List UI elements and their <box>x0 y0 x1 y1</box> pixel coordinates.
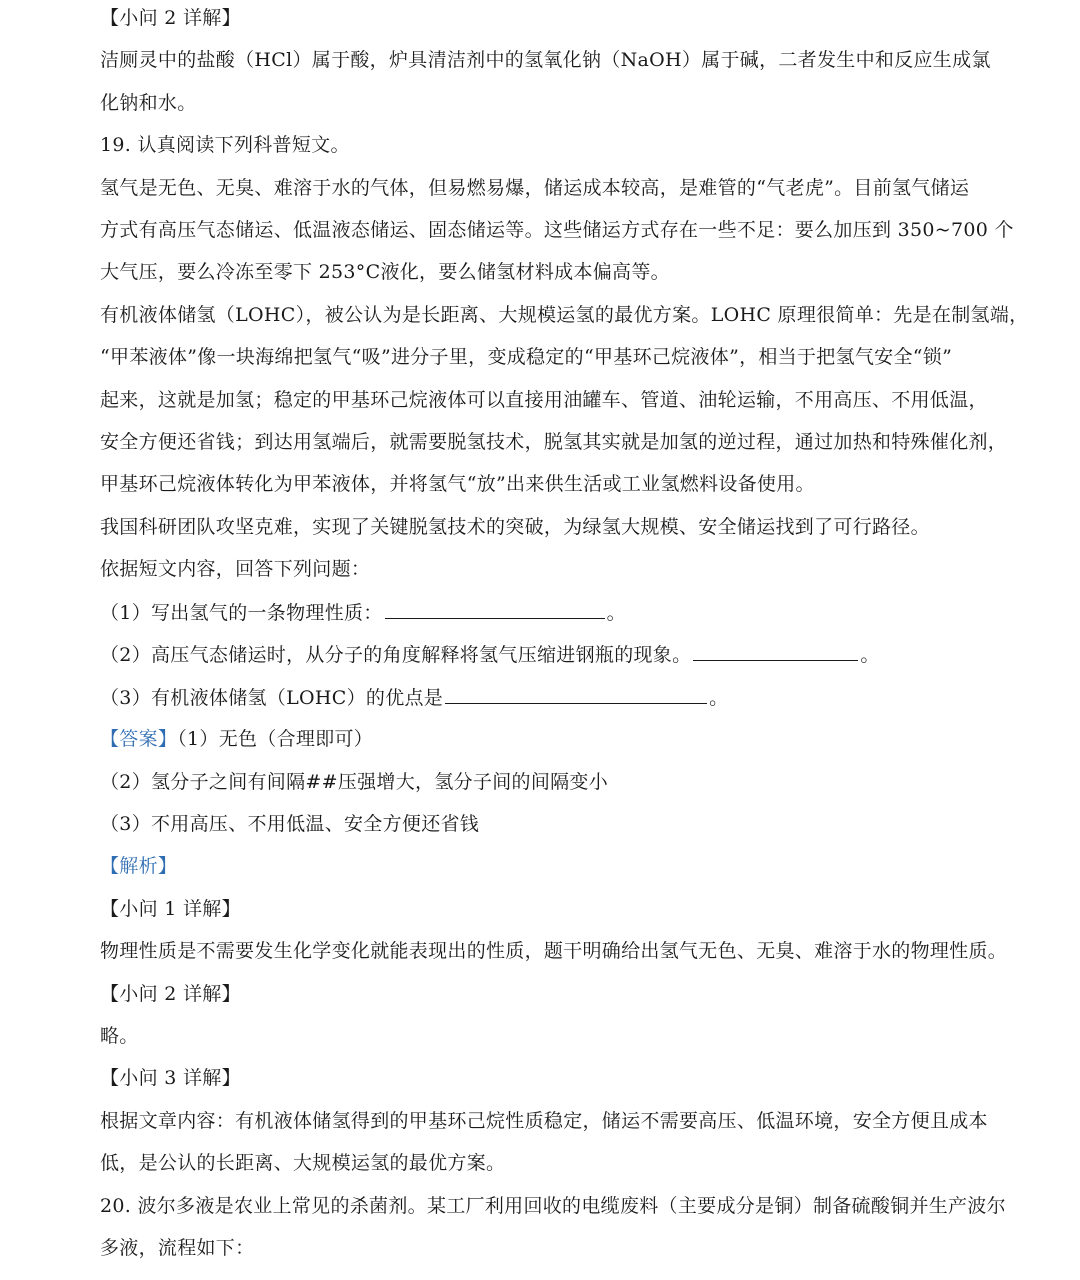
question-part-1 <box>100 598 626 627</box>
passage-line: 有机液体储氢（LOHC），被公认为是长距离、大规模运氢的最优方案。LOHC 原理很简单：先是在制氢端， <box>100 304 1029 326</box>
explanation-line: 化钠和水。 <box>100 92 197 114</box>
passage-line: 方式有高压气态储运、低温液态储运、固态储运等。这些储运方式存在一些不足：要么加压到 350~700 个 <box>100 219 1014 241</box>
analysis-label: 【解析】 <box>100 855 178 877</box>
answer-blank-1 <box>385 598 605 619</box>
answer-text-3: （3）不用高压、不用低温、安全方便还省钱 <box>100 813 480 835</box>
answer-blank-3 <box>445 683 707 704</box>
passage-line: 我国科研团队攻坚克难，实现了关键脱氢技术的突破，为绿氢大规模、安全储运找到了可行路径。 <box>100 516 930 538</box>
question-part-3-text: （3）有机液体储氢（LOHC）的优点是 <box>100 687 444 709</box>
answer-blank-2 <box>693 640 858 661</box>
passage-line: “甲苯液体”像一块海绵把氢气“吸”进分子里，变成稳定的“甲基环己烷液体”，相当于把氢气安全“锁” <box>100 346 953 368</box>
question-part-3 <box>100 683 728 712</box>
subquestion-2-heading: 【小问 2 详解】 <box>100 983 241 1005</box>
question-part-1-end: 。 <box>606 602 626 624</box>
answer-text-1: （1）无色（合理即可） <box>177 728 374 750</box>
question-part-2-end: 。 <box>860 644 880 666</box>
question-20-line: 多液，流程如下： <box>100 1237 255 1259</box>
explanation-line: 低，是公认的长距离、大规模运氢的最优方案。 <box>100 1152 506 1174</box>
explanation-line: 略。 <box>100 1025 139 1047</box>
question-part-3-end: 。 <box>709 687 729 709</box>
explanation-line: 洁厕灵中的盐酸（HCl）属于酸，炉具清洁剂中的氢氧化钠（NaOH）属于碱，二者发生中和反应生成氯 <box>100 49 991 71</box>
passage-line: 安全方便还省钱；到达用氢端后，就需要脱氢技术，脱氢其实就是加氢的逆过程，通过加热和特殊催化剂， <box>100 431 1008 453</box>
question-part-2-text: （2）高压气态储运时，从分子的角度解释将氢气压缩进钢瓶的现象。 <box>100 644 692 666</box>
passage-line: 甲基环己烷液体转化为甲苯液体，并将氢气“放”出来供生活或工业氢燃料设备使用。 <box>100 473 815 495</box>
question-part-1-text: （1）写出氢气的一条物理性质： <box>100 602 383 624</box>
question-part-2 <box>100 640 880 669</box>
answer-line <box>100 725 373 753</box>
explanation-line: 根据文章内容：有机液体储氢得到的甲基环己烷性质稳定，储运不需要高压、低温环境，安全方便且成本 <box>100 1110 988 1132</box>
answer-label: 【答案】 <box>100 728 178 750</box>
passage-line: 大气压，要么冷冻至零下 253°C液化，要么储氢材料成本偏高等。 <box>100 261 670 283</box>
explanation-line: 物理性质是不需要发生化学变化就能表现出的性质，题干明确给出氢气无色、无臭、难溶于水的物理性质。 <box>100 940 1008 962</box>
question-20-title: 20. 波尔多液是农业上常见的杀菌剂。某工厂利用回收的电缆废料（主要成分是铜）制备硫酸铜并生产波尔 <box>100 1195 1006 1217</box>
passage-line: 起来，这就是加氢；稳定的甲基环己烷液体可以直接用油罐车、管道、油轮运输，不用高压、不用低温， <box>100 389 988 411</box>
passage-line: 氢气是无色、无臭、难溶于水的气体，但易燃易爆，储运成本较高，是难管的“气老虎”。目前氢气储运 <box>100 177 970 199</box>
subquestion-1-heading: 【小问 1 详解】 <box>100 898 241 920</box>
subquestion-2-heading: 【小问 2 详解】 <box>100 7 241 29</box>
question-19-title: 19. 认真阅读下列科普短文。 <box>100 134 350 156</box>
instruction-line: 依据短文内容，回答下列问题： <box>100 558 371 580</box>
subquestion-3-heading: 【小问 3 详解】 <box>100 1067 241 1089</box>
answer-text-2: （2）氢分子之间有间隔##压强增大，氢分子间的间隔变小 <box>100 771 609 793</box>
